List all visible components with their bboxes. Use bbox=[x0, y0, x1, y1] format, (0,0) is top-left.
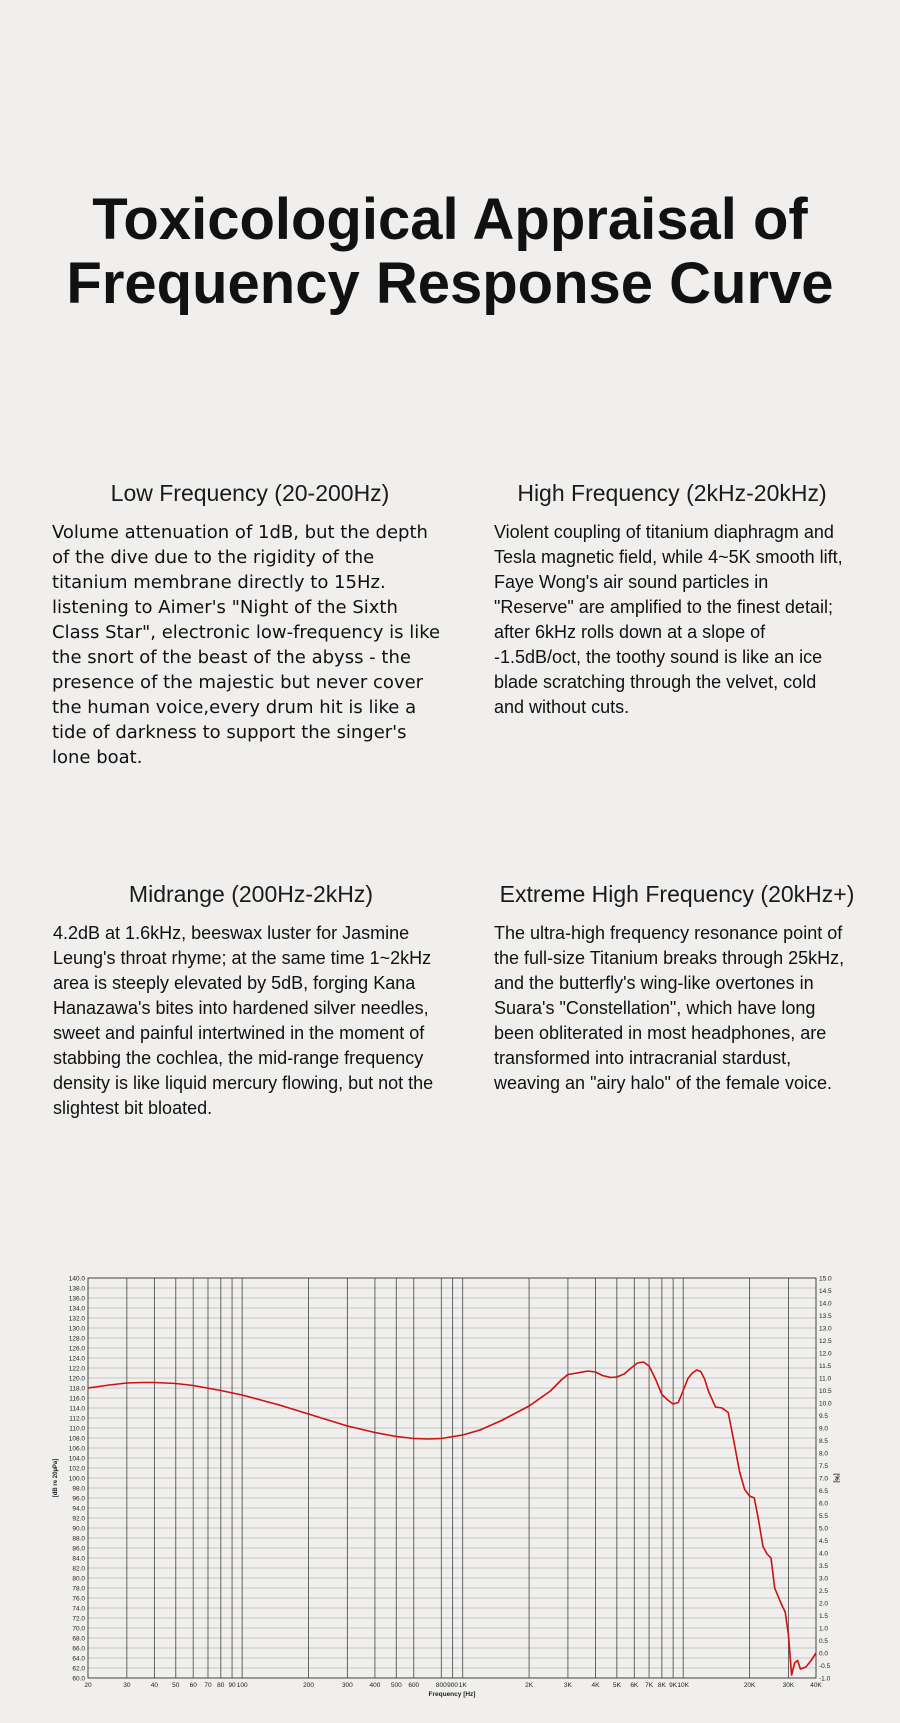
y-tick-label: 104.0 bbox=[68, 1455, 85, 1463]
x-tick-label: 50 bbox=[172, 1682, 180, 1689]
y2-tick-label: 2.0 bbox=[819, 1600, 829, 1608]
y2-tick-label: 13.0 bbox=[819, 1325, 832, 1333]
y2-tick-label: 10.0 bbox=[819, 1400, 832, 1408]
y-tick-label: 124.0 bbox=[68, 1355, 85, 1363]
y2-tick-label: 0.0 bbox=[819, 1650, 829, 1658]
y-tick-label: 122.0 bbox=[68, 1365, 85, 1373]
y2-tick-label: 1.0 bbox=[819, 1625, 829, 1633]
section-heading: High Frequency (2kHz-20kHz) bbox=[517, 480, 827, 506]
x-tick-label: 400 bbox=[369, 1682, 381, 1689]
x-tick-label: 500 bbox=[390, 1682, 402, 1689]
y-tick-label: 72.0 bbox=[72, 1615, 85, 1623]
page-title-line-2: Frequency Response Curve bbox=[66, 251, 834, 316]
y-tick-label: 140.0 bbox=[68, 1275, 85, 1283]
y-tick-label: 76.0 bbox=[72, 1595, 85, 1603]
y-tick-label: 62.0 bbox=[72, 1665, 85, 1673]
x-tick-label: 40K bbox=[810, 1682, 822, 1689]
y-tick-label: 126.0 bbox=[68, 1345, 85, 1353]
x-tick-label: 100 bbox=[236, 1682, 248, 1689]
y2-tick-label: 3.0 bbox=[819, 1575, 829, 1583]
x-tick-label: 60 bbox=[189, 1682, 197, 1689]
y-tick-label: 70.0 bbox=[72, 1625, 85, 1633]
y-tick-label: 106.0 bbox=[68, 1445, 85, 1453]
x-tick-label: 7K bbox=[645, 1682, 654, 1689]
y2-tick-label: 12.5 bbox=[819, 1338, 832, 1345]
y2-tick-label: 14.0 bbox=[819, 1300, 832, 1308]
x-axis-label: Frequency [Hz] bbox=[428, 1691, 476, 1698]
y2-tick-label: 5.0 bbox=[819, 1525, 829, 1533]
x-tick-label: 9K bbox=[669, 1682, 678, 1689]
y-tick-label: 96.0 bbox=[72, 1495, 85, 1503]
frequency-response-chart bbox=[50, 1270, 850, 1700]
y2-tick-label: 12.0 bbox=[819, 1350, 832, 1358]
y-tick-label: 92.0 bbox=[72, 1515, 85, 1523]
y-tick-label: 138.0 bbox=[68, 1285, 85, 1293]
y-tick-label: 86.0 bbox=[72, 1545, 85, 1553]
y2-tick-label: -0.5 bbox=[819, 1663, 831, 1670]
x-tick-label: 5K bbox=[612, 1682, 621, 1689]
y2-tick-label: -1.0 bbox=[819, 1675, 831, 1683]
y2-axis-label: [%] bbox=[833, 1473, 839, 1483]
y2-tick-label: 0.5 bbox=[819, 1638, 829, 1645]
y2-tick-label: 10.5 bbox=[819, 1388, 832, 1395]
y-tick-label: 74.0 bbox=[72, 1605, 85, 1613]
y-tick-label: 128.0 bbox=[68, 1335, 85, 1343]
y2-tick-label: 7.0 bbox=[819, 1475, 829, 1483]
page-title-line-1: Toxicological Appraisal of bbox=[92, 187, 808, 252]
x-tick-label: 2K bbox=[525, 1682, 534, 1689]
y2-tick-label: 11.0 bbox=[819, 1375, 832, 1383]
y-tick-label: 134.0 bbox=[68, 1305, 85, 1313]
section-body: 4.2dB at 1.6kHz, beeswax luster for Jasmine Leung's throat rhyme; at the same time 1~2kHz area is steeply elevated by 5dB, forging Kana Hanazawa's bites into hardened silver needles, sweet and painful intertwined in the moment of stabbing the cochlea, the mid-range frequency density is like liquid mercury flowing, but not the slightest bit bloated. bbox=[53, 923, 434, 1118]
x-tick-label: 6K bbox=[630, 1682, 639, 1689]
y2-tick-label: 9.5 bbox=[819, 1413, 829, 1420]
y-tick-label: 84.0 bbox=[72, 1555, 85, 1563]
y2-tick-label: 4.5 bbox=[819, 1538, 829, 1545]
y-axis-label: [dB re 20µPa] bbox=[53, 1458, 59, 1498]
y-tick-label: 60.0 bbox=[72, 1675, 85, 1683]
y-tick-label: 120.0 bbox=[68, 1375, 85, 1383]
x-tick-label: 20K bbox=[743, 1682, 756, 1689]
y2-tick-label: 7.5 bbox=[819, 1463, 829, 1470]
y2-tick-label: 5.5 bbox=[819, 1513, 829, 1520]
section-body: Violent coupling of titanium diaphragm and Tesla magnetic field, while 4~5K smooth lift, Faye Wong's air sound particles in "Reserve" are amplified to the finest detail; after 6kHz rolls down at a slope of -1.5dB/oct, the toothy sound is like an ice blade scratching through the velvet, cold and without cuts. bbox=[494, 522, 843, 717]
y-tick-label: 102.0 bbox=[68, 1465, 85, 1473]
y2-tick-label: 8.0 bbox=[819, 1450, 829, 1458]
y2-tick-label: 1.5 bbox=[819, 1613, 829, 1620]
y2-tick-label: 15.0 bbox=[819, 1275, 832, 1283]
x-tick-label: 10K bbox=[677, 1682, 690, 1689]
section-heading: Low Frequency (20-200Hz) bbox=[110, 480, 390, 506]
section-extreme-high-frequency bbox=[494, 879, 860, 1096]
y-tick-label: 132.0 bbox=[68, 1315, 85, 1323]
section-body: The ultra-high frequency resonance point of the full-size Titanium breaks through 25kHz, and the butterfly's wing-like overtones in Suara's "Constellation", which have long been obliterated in most headphones, are transformed into intracranial stardust, weaving an "airy halo" of the female voice. bbox=[494, 923, 845, 1093]
y-tick-label: 114.0 bbox=[69, 1405, 85, 1413]
y2-tick-label: 14.5 bbox=[819, 1288, 832, 1295]
section-low-frequency bbox=[52, 478, 448, 770]
y-tick-label: 108.0 bbox=[68, 1435, 85, 1443]
y-tick-label: 66.0 bbox=[72, 1645, 85, 1653]
x-tick-label: 8K bbox=[657, 1682, 666, 1689]
y-tick-label: 116.0 bbox=[69, 1395, 85, 1403]
y-tick-label: 82.0 bbox=[72, 1565, 85, 1573]
x-tick-label: 900 bbox=[447, 1682, 459, 1689]
y2-tick-label: 6.5 bbox=[819, 1488, 829, 1495]
y-tick-label: 88.0 bbox=[72, 1535, 85, 1543]
section-heading: Midrange (200Hz-2kHz) bbox=[128, 881, 374, 907]
y-tick-label: 130.0 bbox=[68, 1325, 85, 1333]
x-tick-label: 40 bbox=[150, 1682, 159, 1689]
x-tick-label: 600 bbox=[408, 1682, 420, 1689]
x-tick-label: 70 bbox=[204, 1682, 212, 1689]
x-tick-label: 4K bbox=[591, 1682, 600, 1689]
section-body: Volume attenuation of 1dB, but the depth of the dive due to the rigidity of the titanium membrane directly to 15Hz. listening to Aimer's "Night of the Sixth Class Star", electronic low-frequency is like the snort of the beast of the abyss - the presence of the majestic but never cover the human voice,every drum hit is like a tide of darkness to support the singer's lone boat. bbox=[52, 522, 441, 768]
x-tick-label: 800 bbox=[435, 1682, 447, 1689]
x-tick-label: 1K bbox=[458, 1682, 467, 1689]
y-tick-label: 112.0 bbox=[69, 1415, 85, 1423]
y-tick-label: 98.0 bbox=[72, 1485, 85, 1493]
section-midrange bbox=[53, 879, 449, 1121]
y2-tick-label: 6.0 bbox=[819, 1500, 829, 1508]
y2-tick-label: 8.5 bbox=[819, 1438, 829, 1445]
y-tick-label: 68.0 bbox=[72, 1635, 85, 1643]
y2-tick-label: 11.5 bbox=[819, 1363, 832, 1370]
y2-tick-label: 2.5 bbox=[819, 1588, 829, 1595]
x-tick-label: 300 bbox=[341, 1682, 353, 1689]
section-heading: Extreme High Frequency (20kHz+) bbox=[499, 881, 855, 907]
x-tick-label: 3K bbox=[563, 1682, 572, 1689]
x-tick-label: 200 bbox=[303, 1682, 314, 1689]
y2-tick-label: 13.5 bbox=[819, 1313, 832, 1320]
x-tick-label: 20 bbox=[84, 1682, 92, 1689]
y-tick-label: 110.0 bbox=[69, 1425, 85, 1433]
section-high-frequency bbox=[494, 478, 850, 720]
y-tick-label: 118.0 bbox=[69, 1385, 85, 1393]
y2-tick-label: 9.0 bbox=[819, 1425, 829, 1433]
y-tick-label: 64.0 bbox=[72, 1655, 85, 1663]
y-tick-label: 78.0 bbox=[72, 1585, 85, 1593]
y-tick-label: 90.0 bbox=[72, 1525, 85, 1533]
y-tick-label: 94.0 bbox=[72, 1505, 85, 1513]
x-tick-label: 30 bbox=[123, 1682, 131, 1689]
x-tick-label: 90 bbox=[228, 1682, 236, 1689]
x-tick-label: 30K bbox=[782, 1682, 795, 1689]
y-tick-label: 100.0 bbox=[68, 1475, 85, 1483]
y2-tick-label: 3.5 bbox=[819, 1563, 829, 1570]
y-tick-label: 136.0 bbox=[68, 1295, 85, 1303]
y2-tick-label: 4.0 bbox=[819, 1550, 829, 1558]
y-tick-label: 80.0 bbox=[72, 1575, 85, 1583]
page-title bbox=[0, 188, 900, 316]
x-tick-label: 80 bbox=[217, 1682, 225, 1689]
